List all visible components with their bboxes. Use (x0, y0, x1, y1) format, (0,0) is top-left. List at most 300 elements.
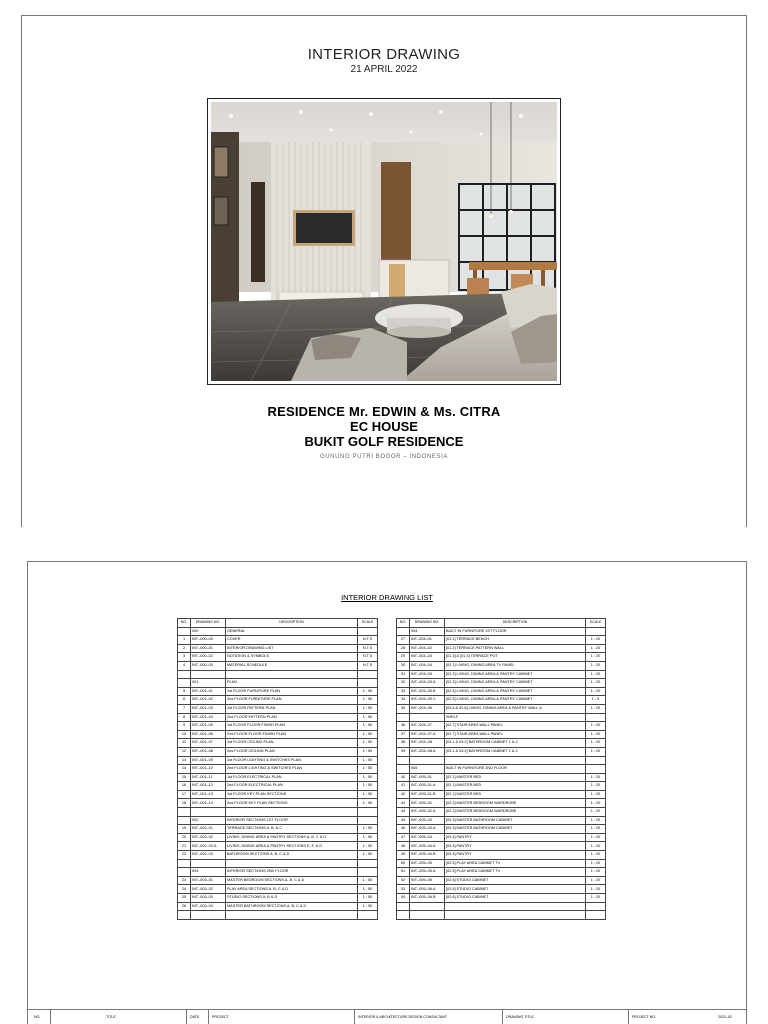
row-no-cell: 20 (178, 833, 191, 842)
table-row (397, 799, 606, 808)
scale-cell: 1 : 20 (586, 825, 606, 834)
drawing-no-cell: INT–000–02 (191, 653, 226, 662)
table-row (178, 661, 378, 670)
description-cell: [03.1 & 03.2] BATHROOM CABINET 1 & 2 (445, 747, 586, 756)
row-no-cell: 15 (178, 773, 191, 782)
description-cell: [02.1] MASTER BED (445, 773, 586, 782)
scale-cell: 1 : 50 (358, 851, 378, 860)
scale-cell: 1 : 20 (586, 859, 606, 868)
drawing-no-cell (410, 756, 445, 765)
row-no-cell: 46 (397, 825, 410, 834)
description-cell (445, 902, 586, 911)
description-cell (445, 911, 586, 920)
interior-render-frame (207, 98, 561, 385)
table-row (178, 730, 378, 739)
cover-title: INTERIOR DRAWING (307, 46, 461, 63)
row-no-cell: 16 (178, 782, 191, 791)
tb-project-no-value: 2022–02 (718, 1015, 732, 1019)
table-row (178, 713, 378, 722)
table-header-row (397, 619, 606, 628)
scale-cell: 1 : 50 (358, 704, 378, 713)
drawing-no-cell: INT–001–07 (191, 739, 226, 748)
description-cell: MATERIAL SCHEDULE (226, 661, 358, 670)
drawing-no-cell: INT–003–03 (191, 894, 226, 903)
drawing-no-cell: INT–001–14 (191, 799, 226, 808)
scale-cell: 1 : 20 (586, 790, 606, 799)
scale-cell: 1 : 20 (586, 868, 606, 877)
table-row (397, 782, 606, 791)
drawing-no-cell: INT–003–04 (191, 902, 226, 911)
scale-cell: 1 : 50 (358, 833, 378, 842)
description-cell: PLAN (226, 679, 358, 688)
description-cell: [02.7] STAIR AREA WALL PANEL (445, 730, 586, 739)
table-row (178, 842, 378, 851)
scale-cell: N.T.S (358, 636, 378, 645)
description-cell: 2nd FLOOR PATTERN PLAN (226, 713, 358, 722)
drawing-no-cell: INT–005–06.B (410, 894, 445, 903)
row-no-cell: 32 (397, 679, 410, 688)
drawing-list-sheet (27, 561, 747, 1024)
tb-divider (354, 1010, 355, 1024)
description-cell: GENERAL (226, 627, 358, 636)
scale-cell: 1 : 20 (586, 773, 606, 782)
row-no-cell: 37 (397, 730, 410, 739)
row-no-cell (178, 868, 191, 877)
drawing-no-cell (191, 911, 226, 920)
drawing-no-cell: INT–001–10 (191, 765, 226, 774)
drawing-no-cell: INT–005–03.A (410, 825, 445, 834)
table-row (397, 627, 606, 636)
scale-cell (358, 679, 378, 688)
table-row (178, 765, 378, 774)
drawing-no-cell: INT–001–12 (191, 782, 226, 791)
table-row (178, 816, 378, 825)
scale-cell: 1 : 50 (358, 876, 378, 885)
row-no-cell (397, 902, 410, 911)
drawing-no-cell: INT–004–06 (410, 704, 445, 713)
table-row (178, 704, 378, 713)
description-cell (445, 756, 586, 765)
description-cell: 2nd FLOOR LIGHTING & SWITCHES PLAN (226, 765, 358, 774)
drawing-no-cell: INT–005–04.A (410, 842, 445, 851)
scale-cell: 1 : 50 (358, 825, 378, 834)
row-no-cell: 48 (397, 842, 410, 851)
table-row (178, 773, 378, 782)
row-no-cell (397, 911, 410, 920)
description-cell: [02.2] LIVING, DINING AREA & PANTRY CABINET (445, 670, 586, 679)
row-no-cell: 7 (178, 704, 191, 713)
table-row (178, 636, 378, 645)
drawing-no-cell (410, 713, 445, 722)
description-cell: 1st FLOOR PATTERN PLAN (226, 704, 358, 713)
row-no-cell (397, 627, 410, 636)
description-cell (226, 808, 358, 817)
row-no-cell: 49 (397, 851, 410, 860)
row-no-cell: 10 (178, 730, 191, 739)
table-row (178, 782, 378, 791)
scale-cell: 1 : 20 (586, 670, 606, 679)
scale-cell: 1 : 20 (586, 722, 606, 731)
row-no-cell: 41 (397, 782, 410, 791)
drawing-no-cell: INT–004–05.A (410, 679, 445, 688)
table-row (397, 636, 606, 645)
scale-cell: 1 : 20 (586, 636, 606, 645)
table-row (178, 644, 378, 653)
scale-cell: 1 : 50 (358, 739, 378, 748)
table-row (178, 670, 378, 679)
scale-cell: 1 : 50 (358, 790, 378, 799)
description-cell (226, 859, 358, 868)
drawing-no-cell: 005 (410, 765, 445, 774)
scale-cell: 1 : 5 (586, 696, 606, 705)
table-row (178, 876, 378, 885)
table-row (397, 730, 606, 739)
scale-cell: 1 : 50 (358, 842, 378, 851)
description-cell: 2nd FLOOR CEILING PLAN (226, 747, 358, 756)
description-cell: LIVING, DINING AREA & PANTRY SECTIONS E, F, & G (226, 842, 358, 851)
description-cell: [03.4] PANTRY (445, 851, 586, 860)
scale-cell: 1 : 50 (358, 782, 378, 791)
table-row (178, 756, 378, 765)
row-no-cell: 33 (397, 687, 410, 696)
table-row (178, 825, 378, 834)
description-cell: MASTER BATHROOM SECTIONS A, B, C & D (226, 902, 358, 911)
table-row (178, 627, 378, 636)
drawing-no-cell: 001 (191, 679, 226, 688)
tb-divider (208, 1010, 209, 1024)
header-scale: SCALE (586, 619, 606, 628)
drawing-no-cell: INT–001–03 (191, 704, 226, 713)
table-row (397, 859, 606, 868)
table-row (397, 704, 606, 713)
row-no-cell: 27 (397, 636, 410, 645)
description-cell: 2nd FLOOR KEY PLAN SECTIONS (226, 799, 358, 808)
scale-cell: 1 : 50 (358, 713, 378, 722)
table-row (397, 756, 606, 765)
row-no-cell: 26 (178, 902, 191, 911)
row-no-cell: 18 (178, 799, 191, 808)
scale-cell (358, 868, 378, 877)
row-no-cell: 13 (178, 756, 191, 765)
table-row (397, 885, 606, 894)
scale-cell: 1 : 20 (586, 894, 606, 903)
scale-cell (358, 911, 378, 920)
scale-cell (358, 859, 378, 868)
description-cell: NOTATION & SYMBOLS (226, 653, 358, 662)
drawing-no-cell: 003 (191, 868, 226, 877)
table-row (178, 851, 378, 860)
scale-cell: 1 : 20 (586, 739, 606, 748)
table-row (397, 876, 606, 885)
row-no-cell (397, 765, 410, 774)
row-no-cell: 23 (178, 876, 191, 885)
drawing-no-cell (191, 859, 226, 868)
description-cell: COVER (226, 636, 358, 645)
scale-cell (586, 627, 606, 636)
drawing-no-cell: INT–005–03 (410, 816, 445, 825)
row-no-cell (178, 679, 191, 688)
table-row (397, 902, 606, 911)
table-row (397, 679, 606, 688)
table-row (178, 894, 378, 903)
description-cell: 1st FLOOR CEILING PLAN (226, 739, 358, 748)
drawing-no-cell: 000 (191, 627, 226, 636)
row-no-cell: 39 (397, 747, 410, 756)
table-row (397, 842, 606, 851)
scale-cell: 1 : 20 (586, 661, 606, 670)
description-cell: 1st FLOOR ELECTRICAL PLAN (226, 773, 358, 782)
interior-render-image (211, 102, 557, 381)
row-no-cell: 43 (397, 799, 410, 808)
table-row (178, 868, 378, 877)
table-row (178, 653, 378, 662)
description-cell: BUILT IN FURNITURE 1ST FLOOR (445, 627, 586, 636)
row-no-cell: 21 (178, 842, 191, 851)
drawing-no-cell: INT–004–02 (410, 644, 445, 653)
header-drawing-no: DRAWING NO. (410, 619, 445, 628)
scale-cell: N.T.S (358, 644, 378, 653)
row-no-cell (178, 911, 191, 920)
description-cell: [01.1] TERRACE BENCH (445, 636, 586, 645)
tb-drawing-title: DRAWING TITLE (506, 1015, 534, 1019)
row-no-cell: 36 (397, 722, 410, 731)
scale-cell (586, 765, 606, 774)
table-row (397, 911, 606, 920)
row-no-cell (178, 859, 191, 868)
drawing-no-cell: INT–003–02 (191, 885, 226, 894)
row-no-cell: 50 (397, 859, 410, 868)
location: GUNUNG PUTRI BOGOR – INDONESIA (319, 454, 448, 460)
scale-cell: 1 : 50 (358, 885, 378, 894)
row-no-cell: 38 (397, 739, 410, 748)
drawing-no-cell: INT–001–08 (191, 747, 226, 756)
description-cell: PLAY AREA SECTIONS A, B, C & D (226, 885, 358, 894)
table-row (397, 825, 606, 834)
description-cell: 2nd FLOOR FLOOR FINISH PLAN (226, 730, 358, 739)
description-cell: [02.2] MASTER BEDROOM WARDROBE (445, 799, 586, 808)
header-no: NO. (178, 619, 191, 628)
table-row (178, 747, 378, 756)
description-cell: [02.6] STUDIO CABINET (445, 885, 586, 894)
drawing-no-cell (191, 808, 226, 817)
drawing-no-cell: INT–005–01.B (410, 790, 445, 799)
drawing-no-cell: INT–005–06 (410, 876, 445, 885)
table-row (178, 679, 378, 688)
scale-cell: 1 : 20 (586, 885, 606, 894)
scale-cell: 1 : 50 (358, 765, 378, 774)
estate-name: BUKIT GOLF RESIDENCE (304, 434, 464, 449)
description-cell: [03.4] PANTRY (445, 842, 586, 851)
scale-cell: 1 : 20 (586, 644, 606, 653)
tb-date: DATE (190, 1015, 200, 1019)
scale-cell: 1 : 50 (358, 730, 378, 739)
table-row (397, 670, 606, 679)
description-cell: 1st FLOOR FURNITURE PLAN (226, 687, 358, 696)
tb-project-no: PROJECT NO. (632, 1015, 657, 1019)
scale-cell: 1 : 20 (586, 799, 606, 808)
row-no-cell: 9 (178, 722, 191, 731)
house-name: EC HOUSE (350, 419, 418, 434)
scale-cell: 1 : 50 (358, 722, 378, 731)
table-row (178, 808, 378, 817)
table-row (178, 696, 378, 705)
description-cell: TERRACE SECTIONS A, B, & C (226, 825, 358, 834)
drawing-no-cell: INT–004–05.B (410, 687, 445, 696)
table-row (178, 799, 378, 808)
description-cell (226, 911, 358, 920)
scale-cell: N.T.S (358, 653, 378, 662)
drawing-no-cell: INT–001–02 (191, 696, 226, 705)
description-cell: SHELF (445, 713, 586, 722)
scale-cell: 1 : 20 (586, 851, 606, 860)
scale-cell: 1 : 20 (586, 679, 606, 688)
table-row (178, 885, 378, 894)
description-cell: LIVING, DINING AREA & PANTRY SECTIONS A, B, C & D (226, 833, 358, 842)
scale-cell (358, 808, 378, 817)
drawing-no-cell: INT–005–01.A (410, 782, 445, 791)
table-row (178, 687, 378, 696)
drawing-no-cell: INT–001–11 (191, 773, 226, 782)
description-cell: INTERIOR SECTIONS 2ND FLOOR (226, 868, 358, 877)
drawing-no-cell: INT–001–09 (191, 756, 226, 765)
description-cell: BATHROOM SECTIONS A, B, C & D (226, 851, 358, 860)
scale-cell: 1 : 50 (358, 799, 378, 808)
drawing-no-cell: INT–004–07.A (410, 730, 445, 739)
drawing-no-cell: INT–002–02 (191, 833, 226, 842)
drawing-no-cell: INT–002–01 (191, 825, 226, 834)
row-no-cell (397, 713, 410, 722)
description-cell: [02.3] MASTER BATHROOM CABINET (445, 816, 586, 825)
drawing-no-cell: INT–003–01 (191, 876, 226, 885)
row-no-cell: 53 (397, 885, 410, 894)
description-cell (226, 670, 358, 679)
table-row (397, 833, 606, 842)
row-no-cell: 45 (397, 816, 410, 825)
table-row (178, 902, 378, 911)
description-cell: [01.3] & [01.4] TERRACE POT (445, 653, 586, 662)
header-description: DESCRIPTION (445, 619, 586, 628)
row-no-cell: 4 (178, 661, 191, 670)
scale-cell: 1 : 50 (358, 747, 378, 756)
description-cell: [02.4] LIVING, DINING AREA & PANTRY CABINET (445, 687, 586, 696)
table-row (397, 653, 606, 662)
drawing-no-cell: INT–001–13 (191, 790, 226, 799)
drawing-list-table-right (396, 618, 606, 920)
table-row (397, 739, 606, 748)
scale-cell: 1 : 20 (586, 842, 606, 851)
drawing-no-cell: INT–005–01 (410, 773, 445, 782)
table-row (397, 696, 606, 705)
row-no-cell: 34 (397, 696, 410, 705)
row-no-cell: 6 (178, 696, 191, 705)
row-no-cell: 30 (397, 661, 410, 670)
scale-cell (358, 670, 378, 679)
description-cell: [02.7] STAIR AREA WALL PANEL (445, 722, 586, 731)
title-block (28, 1009, 746, 1024)
table-row (178, 790, 378, 799)
row-no-cell: 3 (178, 653, 191, 662)
row-no-cell: 22 (178, 851, 191, 860)
scale-cell (586, 911, 606, 920)
tb-divider (502, 1010, 503, 1024)
drawing-list-title: INTERIOR DRAWING LIST (341, 593, 433, 602)
table-row (397, 661, 606, 670)
table-row (397, 747, 606, 756)
description-cell: 1st FLOOR FLOOR FINISH PLAN (226, 722, 358, 731)
row-no-cell: 29 (397, 653, 410, 662)
cover-sheet (21, 15, 747, 527)
scale-cell (586, 902, 606, 911)
scale-cell: 1 : 50 (358, 894, 378, 903)
row-no-cell: 44 (397, 808, 410, 817)
drawing-no-cell: INT–001–05 (191, 722, 226, 731)
description-cell: 1st FLOOR LIGHTING & SWITCHES PLAN (226, 756, 358, 765)
scale-cell: 1 : 20 (586, 704, 606, 713)
table-row (178, 833, 378, 842)
tb-divider (186, 1010, 187, 1024)
drawing-no-cell: INT–004–03 (410, 653, 445, 662)
header-drawing-no: DRAWING NO. (191, 619, 226, 628)
description-cell: 2nd FLOOR ELECTRICAL PLAN (226, 782, 358, 791)
drawing-no-cell: INT–005–04.B (410, 851, 445, 860)
description-cell: [02.3] MASTER BATHROOM CABINET (445, 825, 586, 834)
table-row (397, 808, 606, 817)
row-no-cell: 52 (397, 876, 410, 885)
scale-cell: 1 : 50 (358, 902, 378, 911)
row-no-cell: 28 (397, 644, 410, 653)
row-no-cell: 2 (178, 644, 191, 653)
drawing-no-cell: INT–004–01 (410, 636, 445, 645)
table-header-row (178, 619, 378, 628)
description-cell: [02.2] MASTER BEDROOM WARDROBE (445, 808, 586, 817)
scale-cell (586, 756, 606, 765)
row-no-cell: 31 (397, 670, 410, 679)
drawing-no-cell: INT–004–08.A (410, 747, 445, 756)
residence-name: RESIDENCE Mr. EDWIN & Ms. CITRA (267, 404, 501, 419)
description-cell: [01.2] TERRACE PATTERN WALL (445, 644, 586, 653)
row-no-cell: 19 (178, 825, 191, 834)
row-no-cell (178, 808, 191, 817)
scale-cell: 1 : 20 (586, 816, 606, 825)
row-no-cell (397, 756, 410, 765)
table-row (178, 739, 378, 748)
tb-no: NO. (34, 1015, 41, 1019)
scale-cell (586, 713, 606, 722)
drawing-list-table-left (177, 618, 378, 920)
row-no-cell: 54 (397, 894, 410, 903)
row-no-cell: 1 (178, 636, 191, 645)
description-cell: INTERIOR SECTIONS 1ST FLOOR (226, 816, 358, 825)
drawing-no-cell (410, 902, 445, 911)
scale-cell: 1 : 50 (358, 687, 378, 696)
description-cell: [03.4] PANTRY (445, 833, 586, 842)
description-cell: 2nd FLOOR FURNITURE PLAN (226, 696, 358, 705)
drawing-no-cell: INT–001–06 (191, 730, 226, 739)
description-cell: [02.1] MASTER BED (445, 782, 586, 791)
header-description: DESCRIPTION (226, 619, 358, 628)
row-no-cell: 12 (178, 747, 191, 756)
table-row (397, 894, 606, 903)
scale-cell (358, 816, 378, 825)
scale-cell: 1 : 20 (586, 687, 606, 696)
table-row (397, 790, 606, 799)
drawing-no-cell: INT–004–07 (410, 722, 445, 731)
description-cell: [02.5] PLAY AREA CABINET TV (445, 859, 586, 868)
table-row (397, 722, 606, 731)
table-row (397, 687, 606, 696)
table-row (397, 765, 606, 774)
drawing-no-cell: INT–004–04 (410, 661, 445, 670)
